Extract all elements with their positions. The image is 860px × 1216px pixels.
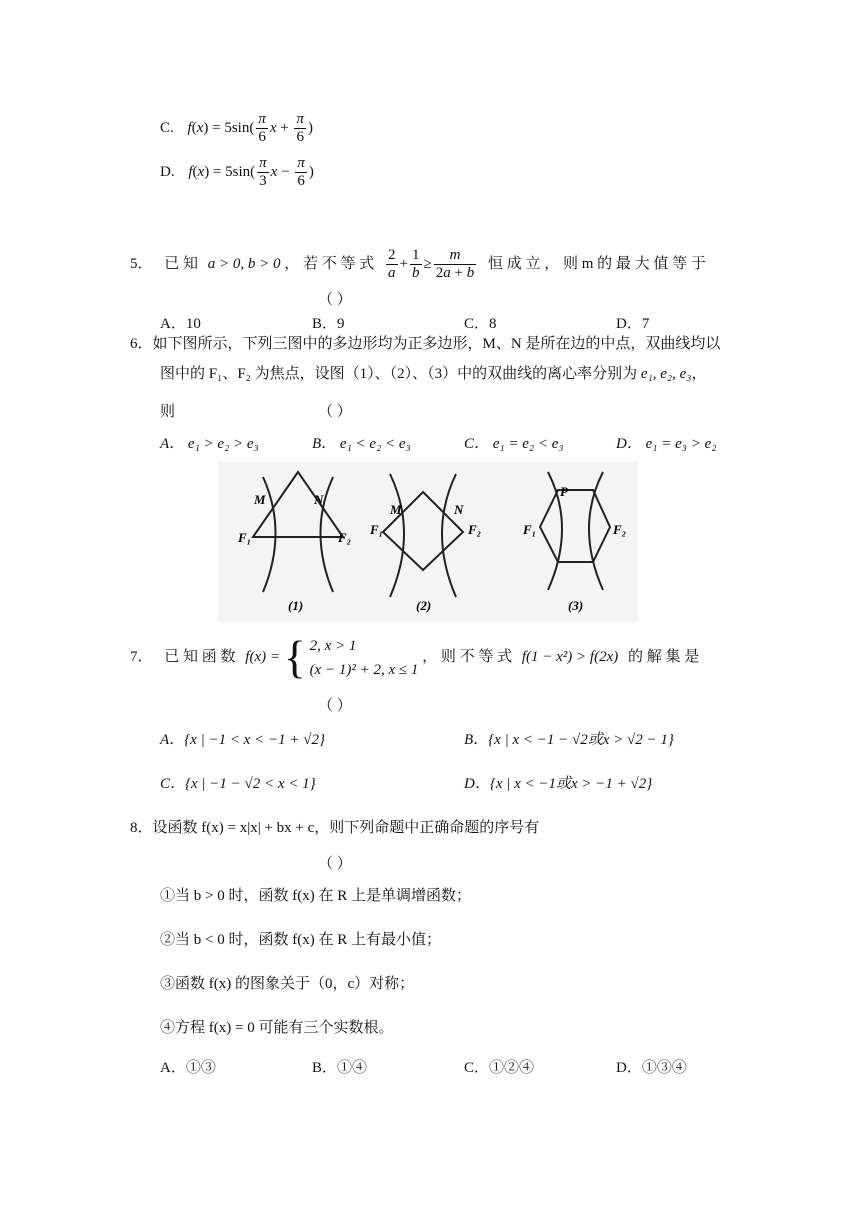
q6-option-c: C． e₁ = e₂ < e₃ bbox=[464, 436, 564, 452]
q5-inequality: $\frac{2}{a}$ + $\frac{1}{b}$ ≥ $\frac{m}{2a + b}$ bbox=[388, 246, 475, 282]
q8-option-d: D．①③④ bbox=[616, 1060, 687, 1076]
q7-text-b: ， 则 不 等 式 bbox=[422, 649, 513, 665]
q6-option-d: D． e₁ = e₃ > e₂ bbox=[616, 436, 717, 452]
figure-1-triangle-hyperbola bbox=[253, 472, 343, 592]
q5-option-d: D．7 bbox=[616, 316, 650, 332]
q7-option-a: A．{x | −1 < x < −1 + √2} bbox=[160, 732, 325, 748]
q6-line2-text: 图中的 F₁、F₂ 为焦点，设图（1）、（2）、（3）中的双曲线的离心率分别为 bbox=[160, 366, 638, 382]
fig1-label-m: M bbox=[254, 492, 266, 507]
q5-text-b: ， 若 不 等 式 bbox=[284, 256, 375, 272]
q4-option-c-label: C. bbox=[160, 120, 174, 136]
figure-2-square-hyperbola bbox=[383, 474, 463, 597]
q6-figure bbox=[218, 462, 638, 622]
fig2-label-f1: F₁ bbox=[370, 522, 384, 537]
q5-stem bbox=[130, 244, 706, 284]
fig3-label-f2: F₂ bbox=[613, 522, 627, 537]
q6-line3 bbox=[160, 400, 175, 421]
fig2-label-f2: F₂ bbox=[468, 522, 482, 537]
q6-option-a: A． e₁ > e₂ > e₃ bbox=[160, 436, 259, 452]
fig1-label-f1: F₁ bbox=[238, 530, 252, 545]
fig1-caption: (1) bbox=[288, 598, 304, 613]
q7-option-b: B．{x | x < −1 − √2或x > √2 − 1} bbox=[464, 732, 674, 748]
q4-option-d-label: D. bbox=[160, 164, 175, 180]
q7-answer-paren: （ ） bbox=[318, 698, 352, 714]
q7-text-a: 已 知 函 数 bbox=[164, 649, 236, 665]
q7-fx: f(x) = bbox=[245, 649, 280, 665]
q6-line2: 图中的 F₁、F₂ 为焦点，设图（1）、（2）、（3）中的双曲线的离心率分别为 e₁, e₂, e₃， bbox=[160, 366, 707, 382]
fig1-label-n: N bbox=[314, 492, 324, 507]
q4-option-d: D. f(x) = 5sin( $\frac{\pi}{3}$ x − $\frac{\pi}{6}$ ) bbox=[160, 154, 314, 190]
q5-option-c: C．8 bbox=[464, 316, 497, 332]
q7-text-c: 的 解 集 是 bbox=[627, 649, 700, 665]
q6-option-b: B． e₁ < e₂ < e₃ bbox=[312, 436, 411, 452]
q5-option-a: A．10 bbox=[160, 316, 201, 332]
fig1-label-f2: F₂ bbox=[338, 530, 352, 545]
q7-case2: (x − 1)² + 2, x ≤ 1 bbox=[309, 661, 419, 678]
fig2-label-m: M bbox=[390, 502, 402, 517]
q4-option-c: C. f(x) = 5sin( $\frac{\pi}{6}$ x + $\frac{\pi}{6}$ ) bbox=[160, 110, 313, 146]
q8-option-c: C．①②④ bbox=[464, 1060, 535, 1076]
q5-option-b: B．9 bbox=[312, 316, 345, 332]
q5-text-a: 已 知 bbox=[164, 256, 199, 272]
q8-answer-paren: （ ） bbox=[318, 856, 352, 872]
q5-condition: a > 0, b > 0 bbox=[207, 256, 281, 272]
q7-inequality: f(1 − x²) > f(2x) bbox=[521, 649, 619, 665]
q6-line1: 6．如下图所示，下列三图中的多边形均为正多边形，M、N 是所在边的中点，双曲线均以 bbox=[130, 336, 721, 352]
fig3-label-f1: F₁ bbox=[523, 522, 537, 537]
q8-item-3: ③函数 f(x) 的图象关于（0，c）对称； bbox=[160, 976, 415, 992]
q6-eccentricities: e₁, e₂, e₃ bbox=[640, 366, 692, 382]
q5-text-c: 恒 成 立 ， 则 m 的 最 大 值 等 于 bbox=[487, 256, 706, 272]
q7-stem: 7． 已 知 函 数 f(x) = { 2, x > 1 (x − 1)² + 2, x ≤ 1 ， 则 不 等 式 f(1 − x²) > f(2x) 的 解 集 是 bbox=[130, 631, 700, 683]
q7-case1: 2, x > 1 bbox=[309, 637, 357, 654]
figure-3-hexagon-hyperbola bbox=[540, 472, 610, 590]
q6-figure-svg bbox=[218, 462, 638, 622]
q7-number: 7． bbox=[130, 649, 153, 665]
fig3-label-p: P bbox=[560, 484, 568, 499]
q8-item-1: ①当 b > 0 时，函数 f(x) 在 R 上是单调增函数； bbox=[160, 888, 471, 904]
q7-piecewise bbox=[310, 634, 419, 682]
q6-answer-paren: （ ） bbox=[318, 404, 352, 420]
q8-option-b: B．①④ bbox=[312, 1060, 368, 1076]
q8-option-a: A．①③ bbox=[160, 1060, 216, 1076]
q6-then: 则 bbox=[160, 404, 176, 420]
q5-answer-paren: （ ） bbox=[318, 292, 352, 308]
q7-option-d: D．{x | x < −1或x > −1 + √2} bbox=[464, 776, 653, 792]
q5-number: 5． bbox=[130, 256, 153, 272]
q8-item-4: ④方程 f(x) = 0 可能有三个实数根。 bbox=[160, 1020, 394, 1036]
fig2-label-n: N bbox=[454, 502, 464, 517]
q8-item-2: ②当 b < 0 时，函数 f(x) 在 R 上有最小值； bbox=[160, 932, 441, 948]
q7-option-c: C．{x | −1 − √2 < x < 1} bbox=[160, 776, 316, 792]
fig3-caption: (3) bbox=[568, 598, 584, 613]
q8-stem: 8．设函数 f(x) = x|x| + bx + c，则下列命题中正确命题的序号有 bbox=[130, 820, 540, 836]
fig2-caption: (2) bbox=[416, 598, 432, 613]
